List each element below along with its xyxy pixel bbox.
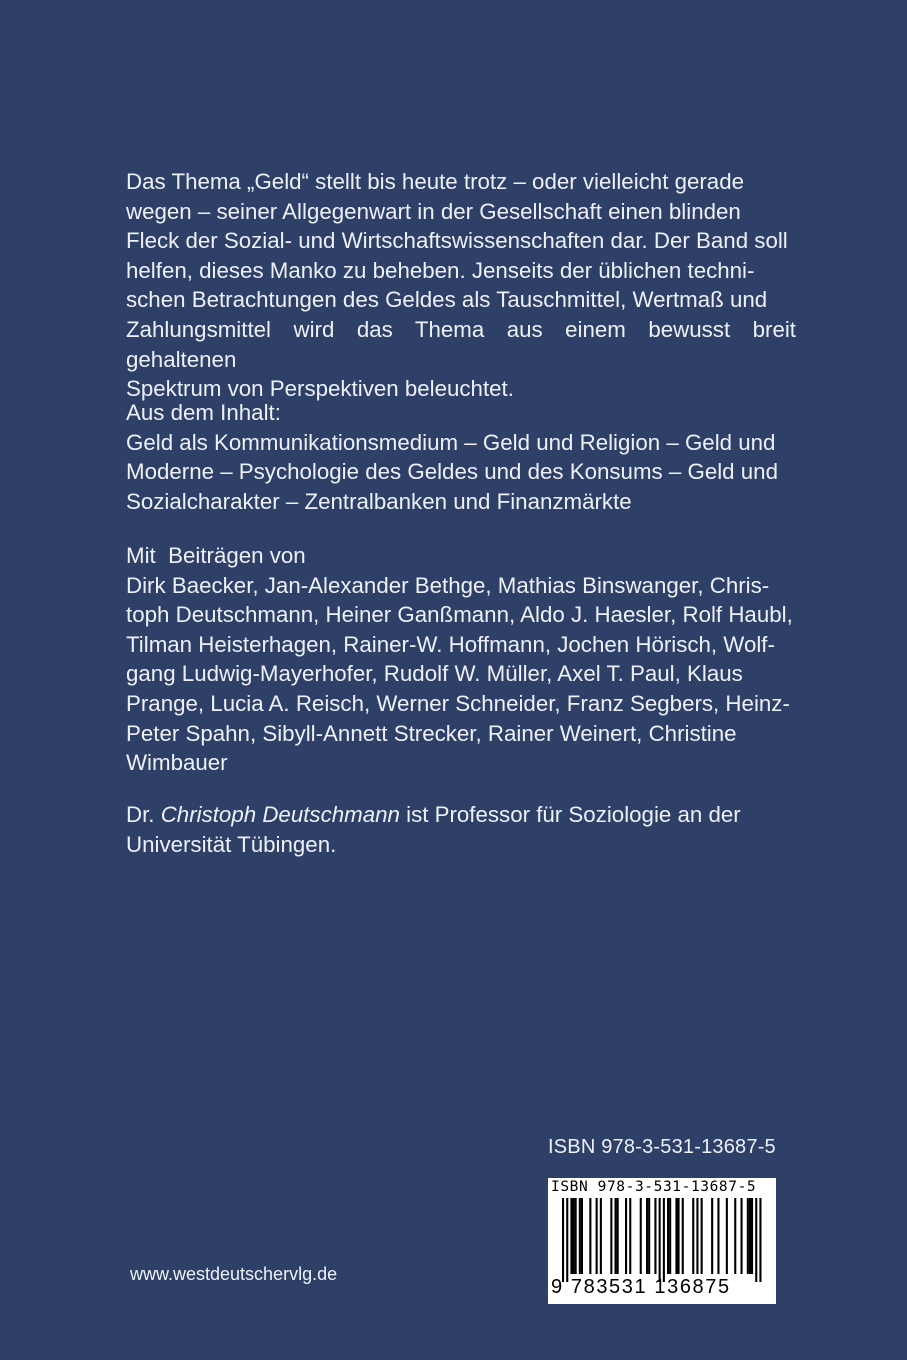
barcode-bar <box>589 1198 591 1274</box>
barcode-bar <box>646 1198 648 1274</box>
barcode-bar <box>575 1198 577 1274</box>
barcode-bar <box>581 1198 583 1274</box>
barcode-bar <box>678 1198 680 1274</box>
barcode-bar <box>749 1198 751 1274</box>
barcode-bar <box>615 1198 617 1274</box>
barcode-bar <box>579 1198 581 1274</box>
author-bio-line <box>126 800 796 830</box>
barcode-bar <box>648 1198 650 1274</box>
contributors-line: Dirk Baecker, Jan-Alexander Bethge, Mathias Binswanger, Chris- <box>126 572 770 598</box>
barcode-bar <box>667 1198 669 1274</box>
barcode-digits: 9 783531 136875 <box>551 1276 731 1298</box>
barcode-bar <box>675 1198 677 1274</box>
contributors-line: Tilman Heisterhagen, Rainer-W. Hoffmann, Jochen Hörisch, Wolf- <box>126 631 775 657</box>
barcode-bar <box>741 1198 743 1274</box>
barcode-bar <box>734 1198 736 1274</box>
barcode-bar <box>596 1198 598 1274</box>
barcode-bar <box>617 1198 619 1274</box>
barcode-bar <box>701 1198 703 1274</box>
barcode-bar <box>759 1198 761 1282</box>
barcode-isbn-text: ISBN 978-3-531-13687-5 <box>551 1179 757 1195</box>
blurb-paragraph <box>126 167 796 404</box>
barcode-bar <box>629 1198 631 1274</box>
barcode-bar <box>573 1198 575 1274</box>
barcode-bar <box>747 1198 749 1274</box>
blurb-line: helfen, dieses Manko zu beheben. Jenseits der üblichen techni- <box>126 257 755 283</box>
blurb-line: Spektrum von Perspektiven beleuchtet. <box>126 376 514 402</box>
barcode-bar <box>570 1198 572 1274</box>
publisher-website: www.westdeutschervlg.de <box>130 1264 338 1284</box>
barcode-bar <box>696 1198 698 1274</box>
barcode-bar <box>711 1198 713 1274</box>
contents-line: Sozialcharakter – Zentralbanken und Finanzmärkte <box>126 488 632 514</box>
contributors-section <box>126 541 796 778</box>
contents-line: Geld als Kommunikationsmedium – Geld und Religion – Geld und <box>126 429 776 455</box>
contributors-heading: Mit Beiträgen von <box>126 543 306 568</box>
barcode-bar <box>692 1198 694 1274</box>
barcode-bar <box>659 1198 661 1282</box>
author-bio <box>126 800 796 859</box>
blurb-line: wegen – seiner Allgegenwart in der Gesellschaft einen blinden <box>126 198 741 224</box>
barcode-bar <box>663 1198 665 1282</box>
barcode-bar <box>600 1198 602 1274</box>
barcode-bar <box>562 1198 564 1282</box>
barcode-bar <box>640 1198 642 1274</box>
barcode-bar <box>755 1198 757 1282</box>
barcode-bar <box>669 1198 671 1274</box>
barcode-bar <box>654 1198 656 1274</box>
author-bio-line: Universität Tübingen. <box>126 831 337 857</box>
barcode-bar <box>610 1198 612 1274</box>
contents-heading: Aus dem Inhalt: <box>126 400 281 425</box>
barcode-bar <box>566 1198 568 1282</box>
blurb-line: schen Betrachtungen des Geldes als Tauschmittel, Wertmaß und <box>126 287 768 313</box>
barcode-bar <box>682 1198 684 1274</box>
barcode-bar <box>726 1198 728 1274</box>
contributors-line: gang Ludwig-Mayerhofer, Rudolf W. Müller, Axel T. Paul, Klaus <box>126 661 743 687</box>
blurb-line: Zahlungsmittel wird das Thema aus einem bewusst breit gehaltenen <box>126 316 796 372</box>
barcode-bar <box>625 1198 627 1274</box>
contents-section <box>126 398 796 516</box>
blurb-line: Fleck der Sozial- und Wirtschaftswissenschaften dar. Der Band soll <box>126 228 788 254</box>
barcode-bar <box>717 1198 719 1274</box>
isbn-barcode <box>548 1178 776 1304</box>
contributors-line: Prange, Lucia A. Reisch, Werner Schneider, Franz Segbers, Heinz- <box>126 690 790 716</box>
blurb-line: Das Thema „Geld“ stellt bis heute trotz – oder vielleicht gerade <box>126 169 745 194</box>
contributors-line: Wimbauer <box>126 750 228 776</box>
contents-line: Moderne – Psychologie des Geldes und des Konsums – Geld und <box>126 459 778 485</box>
isbn-label: ISBN 978-3-531-13687-5 <box>548 1136 776 1158</box>
author-bio-rest: ist Professor für Soziologie an der <box>406 802 741 827</box>
contributors-line: Peter Spahn, Sibyll-Annett Strecker, Rainer Weinert, Christine <box>126 720 737 746</box>
contributors-line: toph Deutschmann, Heiner Ganßmann, Aldo J. Haesler, Rolf Haubl, <box>126 602 793 628</box>
author-name: Christoph Deutschmann <box>160 802 400 827</box>
barcode-bar <box>751 1198 753 1274</box>
author-prefix: Dr. <box>126 802 155 827</box>
